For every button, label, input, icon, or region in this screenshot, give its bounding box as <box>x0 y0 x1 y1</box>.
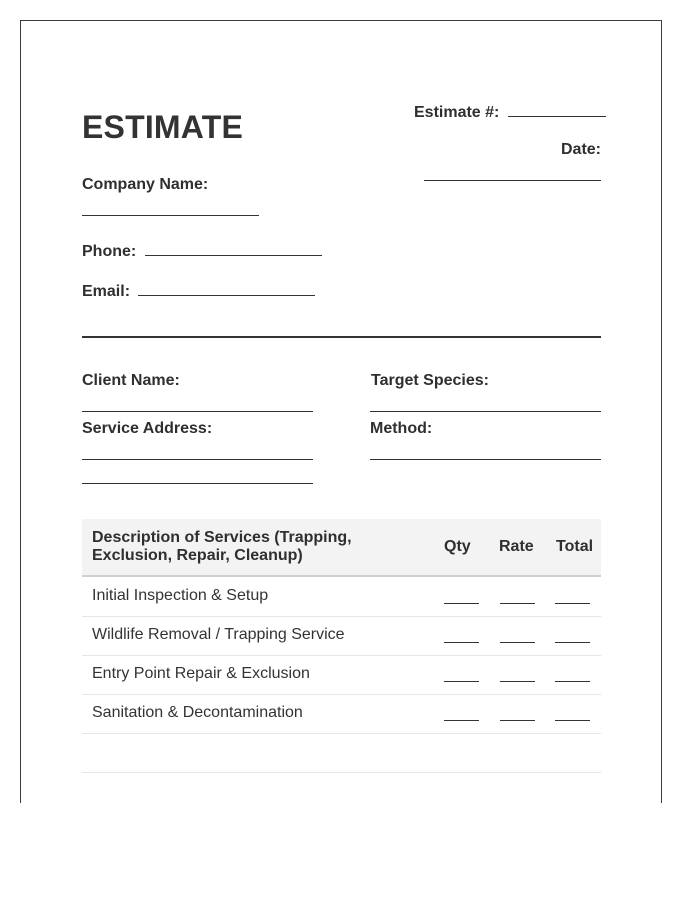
email-line[interactable] <box>138 280 315 296</box>
method-line[interactable] <box>370 459 601 460</box>
company-name-line[interactable] <box>82 215 259 216</box>
method-label: Method: <box>370 420 433 437</box>
row-description: Wildlife Removal / Trapping Service <box>92 626 345 643</box>
estimate-sheet <box>20 20 662 803</box>
rate-blank[interactable] <box>500 642 535 643</box>
table-row <box>82 616 601 656</box>
services-table-header <box>82 519 601 577</box>
description-header-line-1: Description of Services (Trapping, <box>92 529 352 546</box>
table-row <box>82 694 601 734</box>
phone-field <box>82 240 322 261</box>
total-blank[interactable] <box>555 603 590 604</box>
service-address-line-1[interactable] <box>82 459 313 460</box>
document-title: ESTIMATE <box>82 109 244 145</box>
rate-blank[interactable] <box>500 720 535 721</box>
qty-blank[interactable] <box>444 603 479 604</box>
service-address-label: Service Address: <box>82 420 213 437</box>
client-name-line[interactable] <box>82 411 313 412</box>
table-row-empty <box>82 733 601 773</box>
row-description: Initial Inspection & Setup <box>92 587 269 604</box>
qty-blank[interactable] <box>444 642 479 643</box>
phone-line[interactable] <box>145 240 322 256</box>
description-header-line-2: Exclusion, Repair, Cleanup) <box>92 547 303 564</box>
total-blank[interactable] <box>555 720 590 721</box>
estimate-number-field <box>414 101 606 122</box>
service-address-line-2[interactable] <box>82 483 313 484</box>
rate-blank[interactable] <box>500 603 535 604</box>
rate-blank[interactable] <box>500 681 535 682</box>
company-name-label: Company Name: <box>82 176 209 193</box>
estimate-number-label: Estimate #: <box>414 104 500 121</box>
email-field <box>82 280 315 301</box>
row-description: Entry Point Repair & Exclusion <box>92 665 310 682</box>
rate-header: Rate <box>499 538 534 555</box>
total-header: Total <box>556 538 594 555</box>
qty-blank[interactable] <box>444 720 479 721</box>
description-header <box>92 529 352 565</box>
table-row <box>82 655 601 695</box>
total-blank[interactable] <box>555 681 590 682</box>
target-species-line[interactable] <box>370 411 601 412</box>
target-species-label: Target Species: <box>371 372 489 389</box>
total-blank[interactable] <box>555 642 590 643</box>
client-name-label: Client Name: <box>82 372 180 389</box>
estimate-number-line[interactable] <box>508 101 606 117</box>
section-divider <box>82 336 601 338</box>
email-label: Email: <box>82 283 131 300</box>
row-description: Sanitation & Decontamination <box>92 704 303 721</box>
date-label: Date: <box>561 141 602 158</box>
qty-blank[interactable] <box>444 681 479 682</box>
table-row <box>82 577 601 617</box>
phone-label: Phone: <box>82 243 137 260</box>
qty-header: Qty <box>444 538 471 555</box>
date-line[interactable] <box>424 180 601 181</box>
